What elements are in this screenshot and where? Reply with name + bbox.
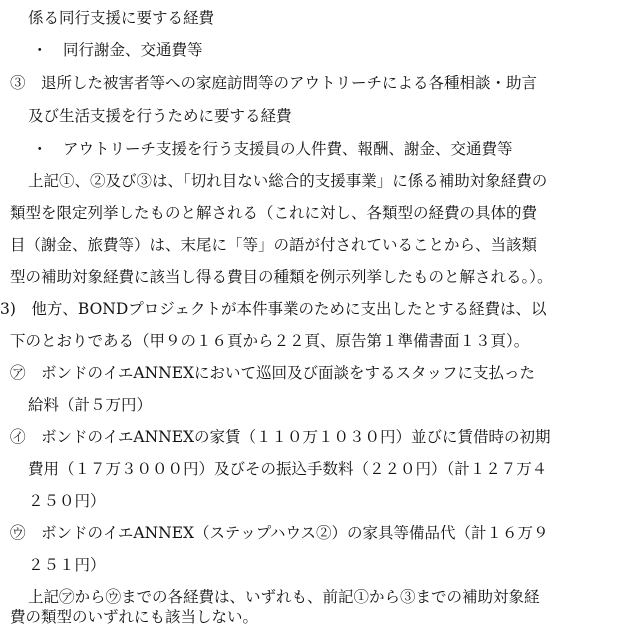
text-line-2: ・ 同行謝金、交通費等 <box>32 41 203 59</box>
text-line-3: ③ 退所した被害者等への家庭訪問等のアウトリーチによる各種相談・助言 <box>10 74 538 92</box>
text-line-11: 下のとおりである（甲９の１６頁から２２頁、原告第１準備書面１３頁）。 <box>10 332 530 350</box>
text-line-10: 3) 他方、BONDプロジェクトが本件事業のために支出したとする経費は、以 <box>0 300 547 318</box>
text-line-17: ㋒ ボンドのイエANNEX（ステップハウス②）の家具等備品代（計１６万９ <box>10 524 549 542</box>
text-line-19: 上記㋐から㋒までの各経費は、いずれも、前記①から③までの補助対象経 <box>28 588 540 606</box>
text-line-15: 費用（１７万３０００円）及びその振込手数料（２２０円）（計１２７万４ <box>28 460 548 478</box>
text-line-12: ㋐ ボンドのイエANNEXにおいて巡回及び面談をするスタッフに支払った <box>10 364 536 382</box>
text-line-4: 及び生活支援を行うために要する経費 <box>28 107 292 125</box>
text-line-5: ・ アウトリーチ支援を行う支援員の人件費、報酬、謝金、交通費等 <box>32 140 513 158</box>
text-line-9: 型の補助対象経費に該当し得る費目の種類を例示列挙したものと解される。）。 <box>10 268 553 286</box>
text-line-16: ２５０円） <box>28 492 106 510</box>
text-line-6: 上記①、②及び③は、「切れ目ない総合的支援事業」に係る補助対象経費の <box>28 172 548 190</box>
text-line-14: ㋑ ボンドのイエANNEXの家賃（１１０万１０３０円）並びに賃借時の初期 <box>10 428 551 446</box>
text-line-8: 目（謝金、旅費等）は、末尾に「等」の語が付されていることから、当該類 <box>10 236 538 254</box>
text-line-1: 係る同行支援に要する経費 <box>28 9 215 27</box>
text-line-18: ２５１円） <box>28 556 106 574</box>
text-line-7: 類型を限定列挙したものと解される（これに対し、各類型の経費の具体的費 <box>10 204 538 222</box>
text-line-20: 費の類型のいずれにも該当しない。 <box>10 608 259 626</box>
text-line-13: 給料（計５万円） <box>28 396 153 414</box>
